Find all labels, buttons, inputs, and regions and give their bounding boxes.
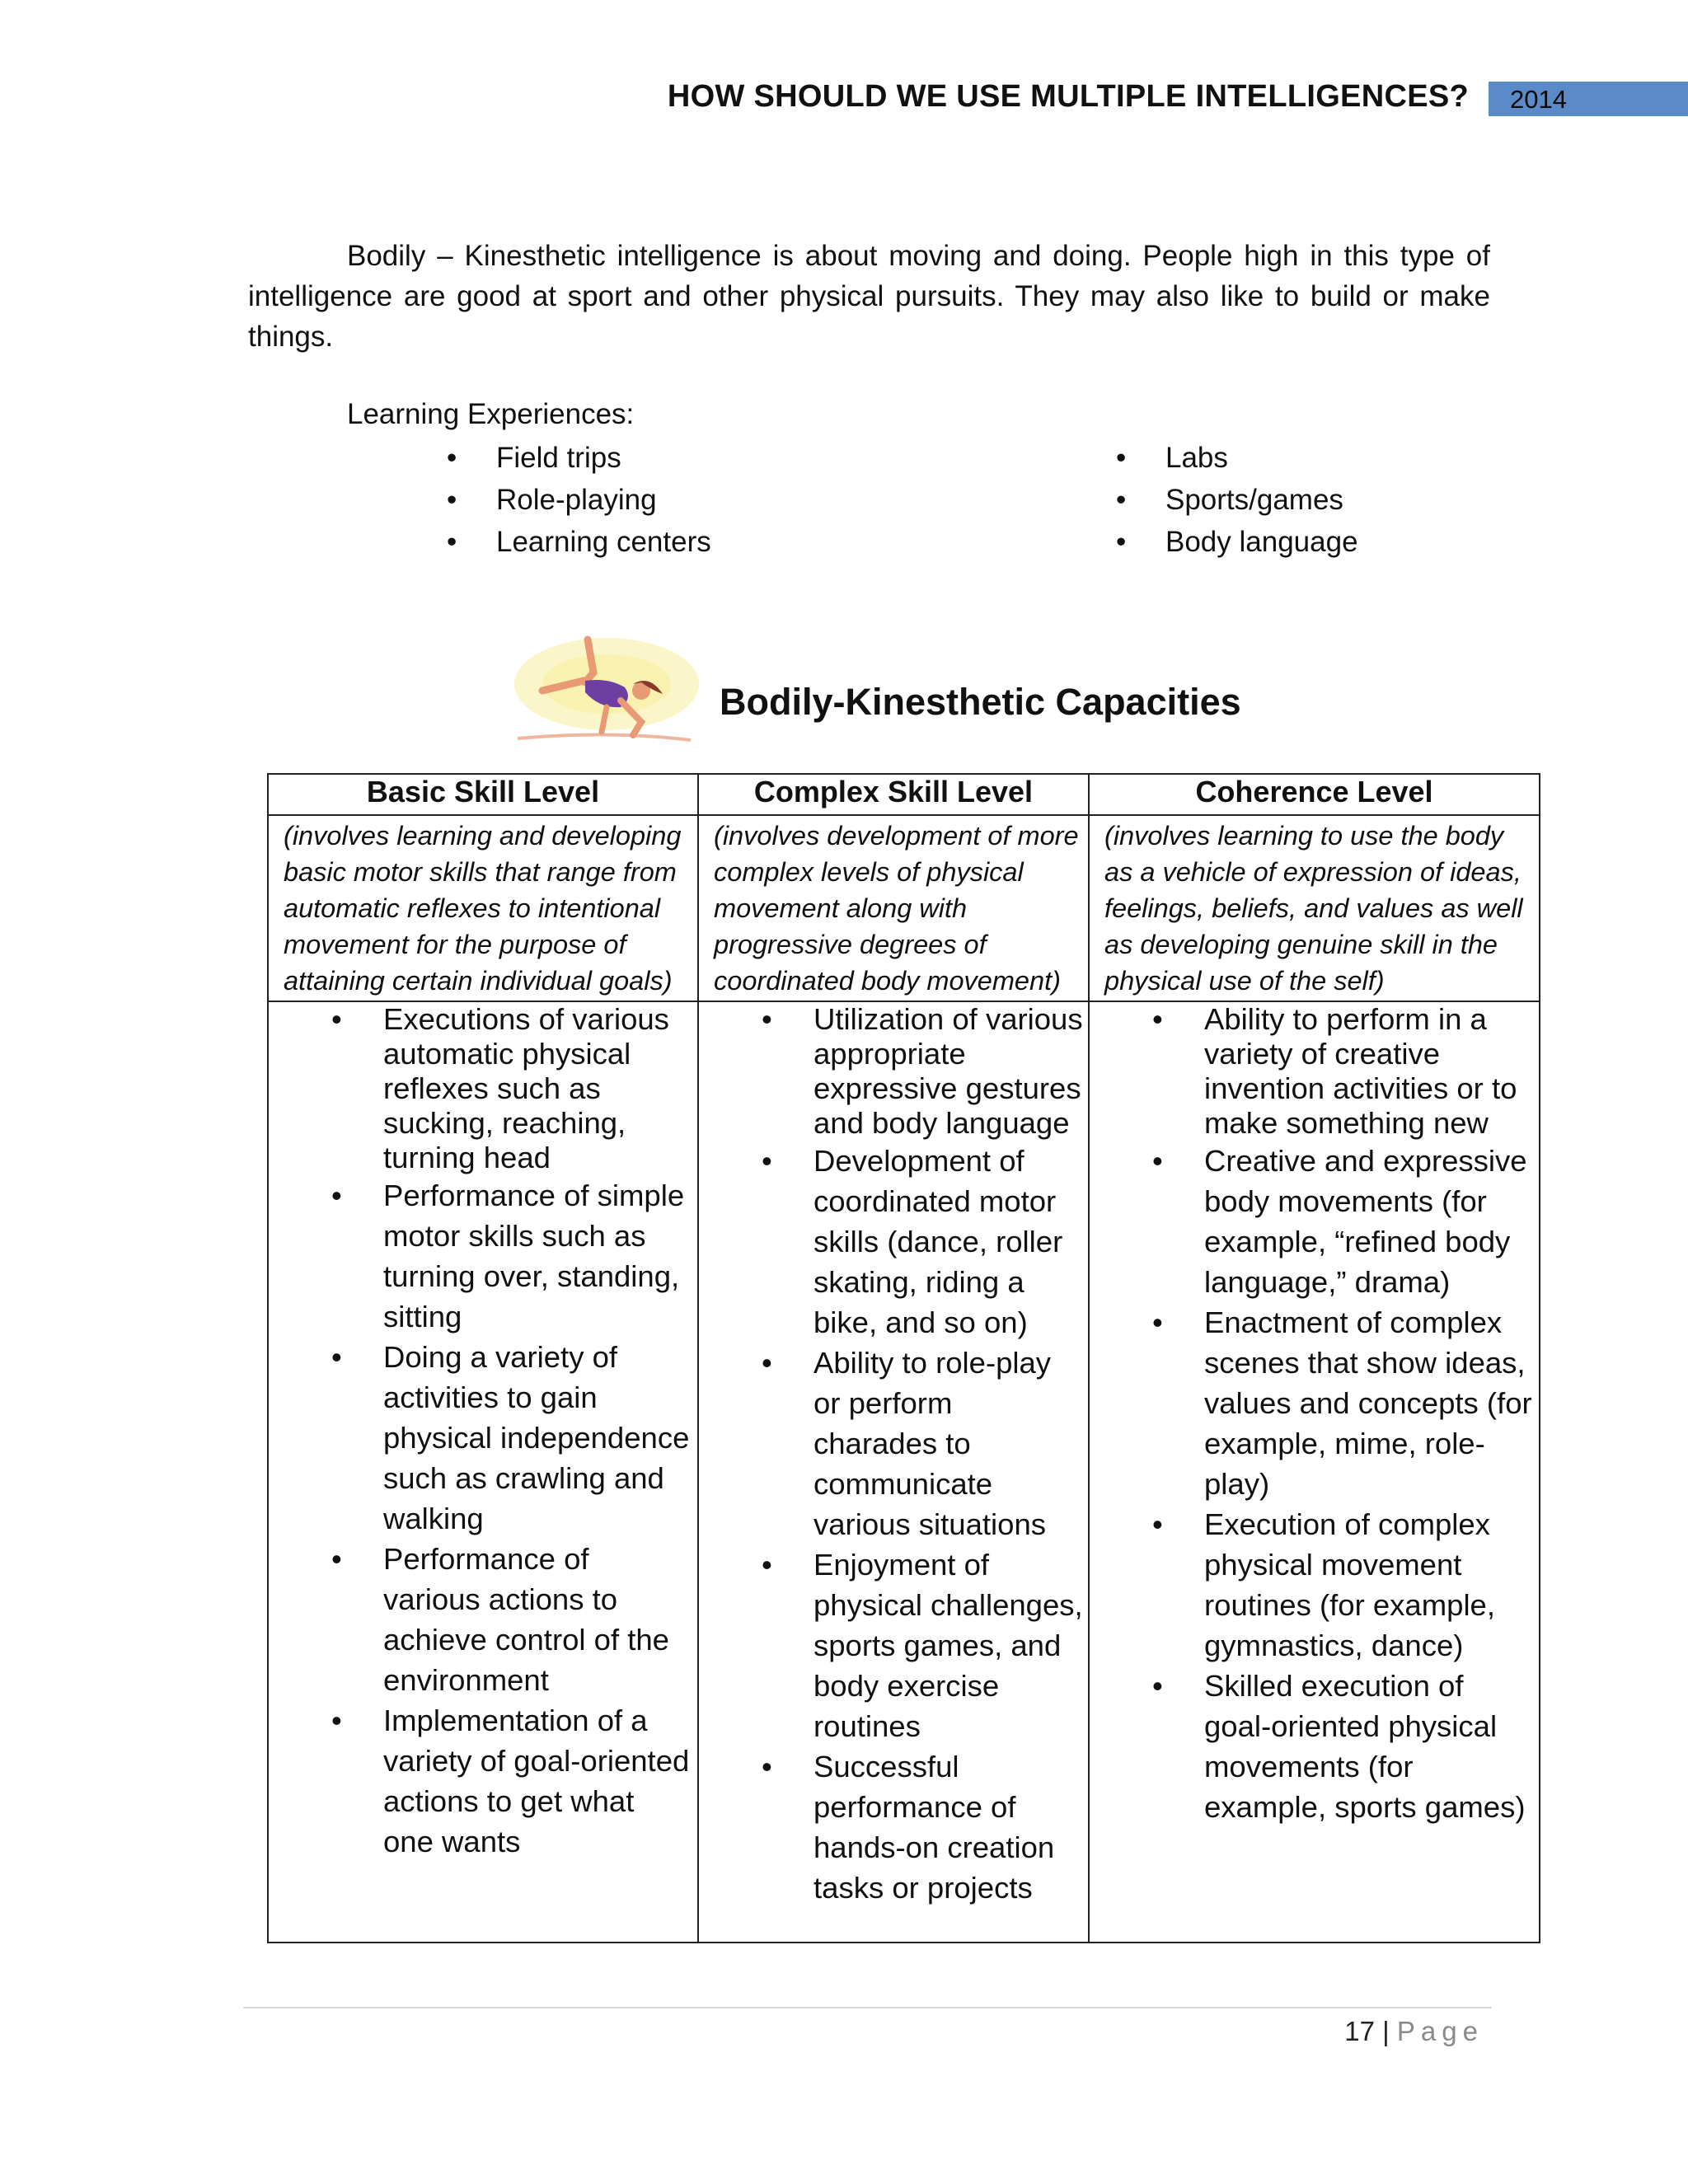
list-item: • Performance of simple motor skills such as turning over, standing, sitting [269, 1175, 697, 1337]
list-item: • Executions of various automatic physical reflexes such as sucking, reaching, turning head [269, 1002, 697, 1175]
learning-experiences-title: Learning Experiences: [347, 398, 635, 430]
section-title: Bodily-Kinesthetic Capacities [720, 681, 1241, 723]
list-item: • Enjoyment of physical challenges, sports games, and body exercise routines [699, 1544, 1088, 1746]
capacities-table [267, 773, 1540, 1943]
column-header-complex: Complex Skill Level [698, 774, 1089, 815]
list-item: • Body language [1116, 521, 1358, 563]
year-badge: 2014 [1489, 82, 1688, 116]
gymnast-figure-icon [509, 633, 703, 748]
footer-divider [243, 2007, 1492, 2008]
page-number-separator: | [1382, 2016, 1390, 2046]
list-item: • Performance of various actions to achieve control of the environment [269, 1539, 697, 1700]
list-item: • Skilled execution of goal-oriented physical movements (for example, sports games) [1090, 1666, 1539, 1827]
table-row [268, 815, 1540, 1001]
list-item: • Enactment of complex scenes that show ideas, values and concepts (for example, mime, role-play) [1090, 1302, 1539, 1504]
header-title: HOW SHOULD WE USE MULTIPLE INTELLIGENCES? [667, 79, 1469, 114]
list-item: • Creative and expressive body movements (for example, “refined body language,” drama) [1090, 1141, 1539, 1302]
list-item: • Implementation of a variety of goal-oriented actions to get what one wants [269, 1700, 697, 1862]
intro-text: Bodily – Kinesthetic intelligence is about moving and doing. People high in this type of intelligence are good at sport and other physical pursuits. They may also like to build or make things. [248, 240, 1490, 353]
table-header-row [268, 774, 1540, 815]
column-header-coherence: Coherence Level [1089, 774, 1540, 815]
description-coherence: (involves learning to use the body as a vehicle of expression of ideas, feelings, beliefs, and values as well as developing genuine skill in the physical use of the self) [1089, 815, 1540, 1001]
list-item: • Doing a variety of activities to gain physical independence such as crawling and walking [269, 1337, 697, 1539]
learning-experiences-left-list [447, 437, 711, 563]
description-basic: (involves learning and developing basic motor skills that range from automatic reflexes to intentional movement for the purpose of attaining certain individual goals) [268, 815, 698, 1001]
list-item: • Ability to role-play or perform charades to communicate various situations [699, 1343, 1088, 1544]
list-item: • Role-playing [447, 479, 711, 521]
list-item: • Learning centers [447, 521, 711, 563]
list-item: • Development of coordinated motor skills (dance, roller skating, riding a bike, and so on) [699, 1141, 1088, 1343]
list-item: • Successful performance of hands-on creation tasks or projects [699, 1746, 1088, 1908]
description-complex: (involves development of more complex levels of physical movement along with progressive degrees of coordinated body movement) [698, 815, 1089, 1001]
column-header-basic: Basic Skill Level [268, 774, 698, 815]
list-item: • Labs [1116, 437, 1358, 479]
list-item: • Sports/games [1116, 479, 1358, 521]
page-number-value: 17 [1344, 2016, 1375, 2046]
learning-experiences-right-list [1116, 437, 1358, 563]
table-row [268, 1001, 1540, 1943]
list-item: • Ability to perform in a variety of creative invention activities or to make something new [1090, 1002, 1539, 1141]
list-item: • Utilization of various appropriate expressive gestures and body language [699, 1002, 1088, 1141]
page-number [1335, 2016, 1484, 2047]
items-basic [268, 1001, 698, 1943]
items-coherence [1089, 1001, 1540, 1943]
list-item: • Execution of complex physical movement routines (for example, gymnastics, dance) [1090, 1504, 1539, 1666]
page-label: Page [1396, 2016, 1484, 2046]
intro-paragraph [248, 236, 1490, 357]
items-complex [698, 1001, 1089, 1943]
list-item: • Field trips [447, 437, 711, 479]
